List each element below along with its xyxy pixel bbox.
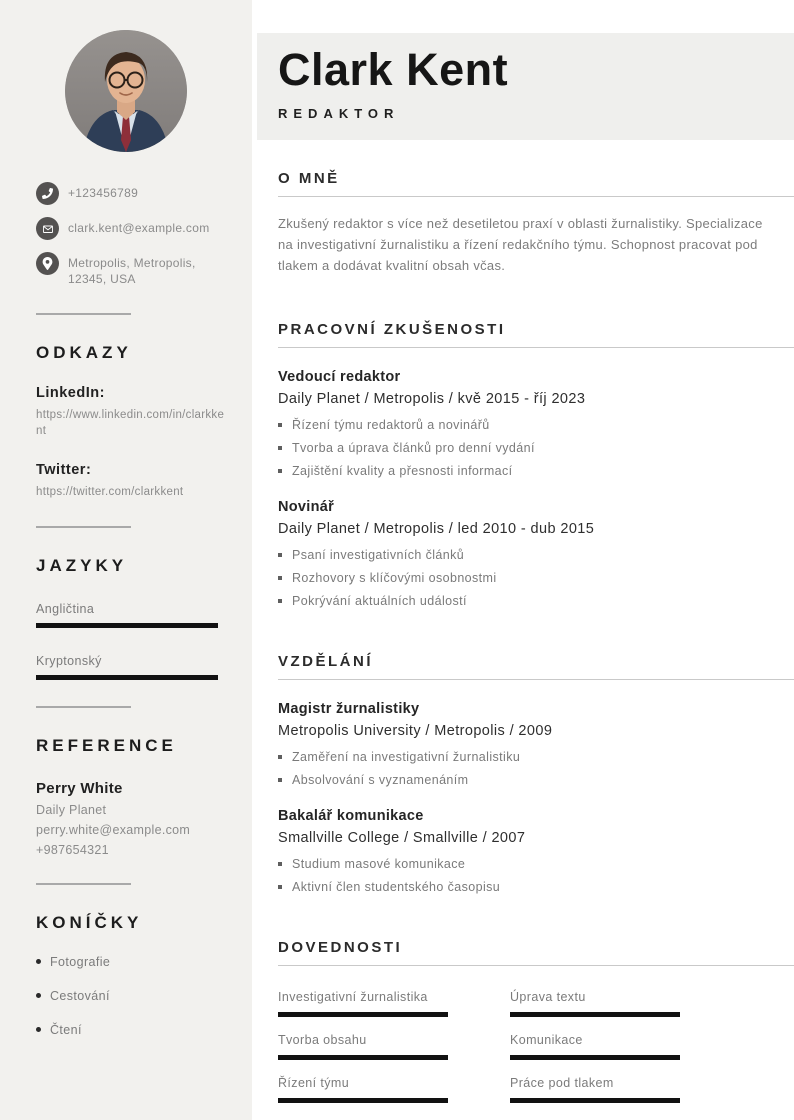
section-rule (278, 679, 794, 680)
contact-block (36, 182, 226, 287)
section-rule (278, 347, 794, 348)
sidebar-divider (36, 706, 131, 708)
person-title: REDAKTOR (278, 106, 400, 122)
references-heading: REFERENCE (36, 735, 177, 755)
education-entry (278, 701, 794, 787)
language-item (36, 602, 226, 628)
degree-meta: Smallville College / Smallville / 2007 (278, 830, 526, 847)
main-content (252, 170, 794, 1103)
job-bullet: Tvorba a úprava článků pro denní vydání (278, 441, 794, 455)
sidebar (0, 0, 252, 1120)
hobby-list (36, 955, 226, 1037)
education-entry (278, 808, 794, 894)
hobby-item: Cestování (36, 989, 226, 1003)
job-meta: Daily Planet / Metropolis / led 2010 - dub 2015 (278, 521, 595, 538)
email-address[interactable]: clark.kent@example.com (68, 221, 210, 235)
contact-address-row (36, 252, 226, 287)
reference-name: Perry White (36, 779, 123, 797)
language-name: Angličtina (36, 601, 95, 616)
skill-level-bar (510, 1055, 680, 1060)
hobbies-section (0, 913, 252, 1037)
job-bullet: Řízení týmu redaktorů a novinářů (278, 418, 794, 432)
skill-item (278, 1076, 448, 1103)
hobbies-heading: KONÍČKY (36, 912, 143, 932)
sidebar-divider (36, 313, 131, 315)
language-name: Kryptonský (36, 653, 102, 668)
skill-name: Komunikace (510, 1033, 583, 1048)
skill-level-bar (510, 1012, 680, 1017)
degree-title: Magistr žurnalistiky (278, 701, 420, 718)
address: Metropolis, Metropolis, 12345, USA (68, 256, 196, 287)
skill-level-bar (278, 1098, 448, 1103)
reference-email[interactable]: perry.white@example.com (36, 822, 191, 837)
sidebar-divider (36, 526, 131, 528)
skill-item (510, 1033, 680, 1060)
skill-level-bar (510, 1098, 680, 1103)
experience-heading: PRACOVNÍ ZKUŠENOSTI (278, 321, 506, 339)
profile-photo-illustration (65, 30, 187, 152)
sidebar-divider (36, 883, 131, 885)
languages-section (0, 556, 252, 680)
links-section (0, 343, 252, 499)
skill-name: Tvorba obsahu (278, 1033, 367, 1048)
language-item (36, 654, 226, 680)
degree-title: Bakalář komunikace (278, 808, 424, 825)
email-icon (36, 217, 59, 240)
links-heading: ODKAZY (36, 343, 132, 363)
skill-item (510, 1076, 680, 1103)
degree-bullet: Zaměření na investigativní žurnalistiku (278, 750, 794, 764)
person-name: Clark Kent (278, 44, 509, 95)
skill-name: Práce pod tlakem (510, 1076, 614, 1091)
job-bullets (278, 548, 794, 608)
experience-section (278, 321, 794, 608)
contact-phone-row (36, 182, 226, 205)
link-url[interactable]: https://twitter.com/clarkkent (36, 485, 184, 498)
skill-name: Úprava textu (510, 990, 586, 1005)
link-label: LinkedIn: (36, 385, 105, 402)
header-band (257, 33, 794, 140)
skill-level-bar (278, 1012, 448, 1017)
reference-company: Daily Planet (36, 802, 107, 817)
phone-icon (36, 182, 59, 205)
contact-email-row (36, 217, 226, 240)
degree-bullet: Studium masové komunikace (278, 857, 794, 871)
job-title: Novinář (278, 499, 335, 516)
degree-bullets (278, 857, 794, 894)
skill-name: Investigativní žurnalistika (278, 990, 428, 1005)
section-rule (278, 196, 794, 197)
about-heading: O MNĚ (278, 170, 340, 187)
degree-bullet: Absolvování s vyznamenáním (278, 773, 794, 787)
link-item-linkedin (36, 385, 226, 439)
job-bullet: Rozhovory s klíčovými osobnostmi (278, 571, 794, 585)
references-section (0, 736, 252, 857)
skills-section (278, 939, 794, 1103)
degree-meta: Metropolis University / Metropolis / 2009 (278, 723, 553, 740)
job-entry (278, 499, 794, 608)
link-item-twitter (36, 462, 226, 500)
location-icon (36, 252, 59, 275)
job-meta: Daily Planet / Metropolis / kvě 2015 - říj 2023 (278, 391, 586, 408)
about-section (278, 170, 794, 276)
job-bullet: Pokrývání aktuálních událostí (278, 594, 794, 608)
reference-item (36, 780, 226, 857)
job-bullet: Psaní investigativních článků (278, 548, 794, 562)
profile-photo (65, 30, 187, 152)
skills-grid (278, 990, 794, 1103)
degree-bullets (278, 750, 794, 787)
degree-bullet: Aktivní člen studentského časopisu (278, 880, 794, 894)
job-entry (278, 369, 794, 478)
main-column (252, 0, 794, 1120)
languages-heading: JAZYKY (36, 555, 128, 575)
education-section (278, 653, 794, 894)
job-bullet: Zajištění kvality a přesnosti informací (278, 464, 794, 478)
job-title: Vedoucí redaktor (278, 369, 401, 386)
skill-name: Řízení týmu (278, 1076, 350, 1091)
section-rule (278, 965, 794, 966)
skill-item (510, 990, 680, 1017)
skill-item (278, 1033, 448, 1060)
language-level-bar (36, 675, 218, 680)
hobby-item: Čtení (36, 1023, 226, 1037)
hobby-item: Fotografie (36, 955, 226, 969)
education-heading: VZDĚLÁNÍ (278, 653, 373, 671)
skill-level-bar (278, 1055, 448, 1060)
link-url[interactable]: https://www.linkedin.com/in/clarkkent (36, 409, 225, 438)
about-text: Zkušený redaktor s více než desetiletou praxí v oblasti žurnalistiky. Specializace na investigativní žurnalistiku a řízení redakčního týmu. Schopnost pracovat pod tlakem a dodávat kvalitní obsah včas. (278, 216, 763, 273)
skill-item (278, 990, 448, 1017)
link-label: Twitter: (36, 461, 92, 478)
job-bullets (278, 418, 794, 478)
phone-number: +123456789 (68, 186, 139, 200)
skills-heading: DOVEDNOSTI (278, 939, 403, 957)
language-level-bar (36, 623, 218, 628)
reference-phone: +987654321 (36, 842, 109, 857)
